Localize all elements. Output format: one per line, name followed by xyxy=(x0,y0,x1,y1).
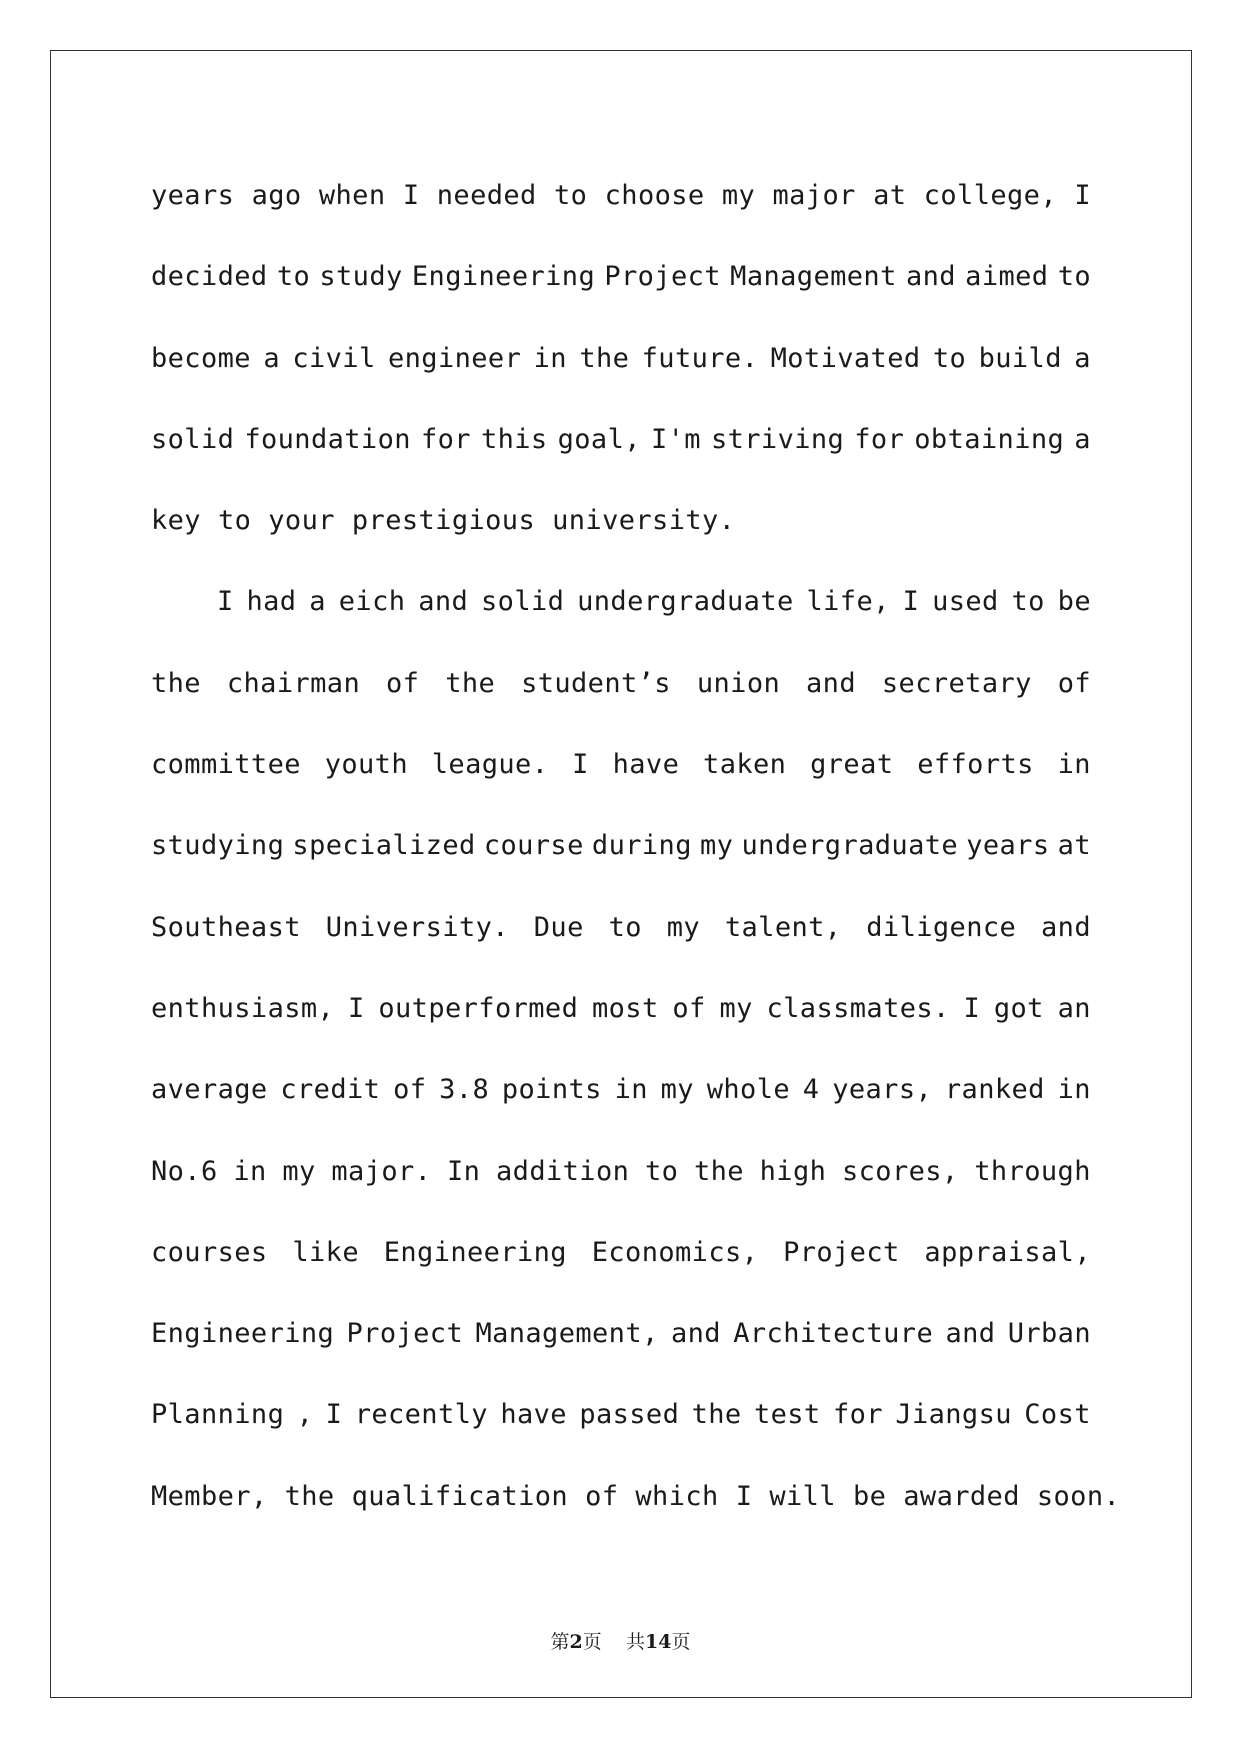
footer-page-number: 2 xyxy=(569,1631,583,1653)
word: I xyxy=(963,992,981,1024)
word: addition xyxy=(496,1155,630,1187)
word: I'm xyxy=(650,423,701,455)
word: Management xyxy=(730,261,897,293)
text-line xyxy=(151,1456,1121,1537)
word: in xyxy=(614,1074,648,1106)
word: Architecture xyxy=(733,1318,934,1350)
word: Member, xyxy=(151,1480,268,1512)
text-line xyxy=(151,724,1091,805)
word: ranked xyxy=(944,1074,1045,1106)
word: 3.8 xyxy=(439,1074,490,1106)
word: major xyxy=(772,180,856,211)
word: secretary xyxy=(881,667,1032,699)
text-line xyxy=(151,318,1091,399)
word: a xyxy=(1074,423,1091,455)
word: years xyxy=(151,180,235,211)
word: solid xyxy=(481,586,565,618)
word: specialized xyxy=(292,830,476,862)
word: I xyxy=(217,586,234,618)
footer-total-pages: 14 xyxy=(644,1631,672,1653)
word: whole xyxy=(706,1074,791,1106)
word: to xyxy=(1057,261,1091,293)
text-line xyxy=(151,480,1091,561)
word: diligence xyxy=(866,911,1017,943)
footer-page-label: 页 xyxy=(582,1631,602,1653)
word: be xyxy=(1057,586,1091,618)
word: Motivated xyxy=(770,342,921,374)
word: union xyxy=(696,667,781,699)
word: average xyxy=(151,1074,268,1106)
word: will xyxy=(769,1480,836,1512)
word: Project xyxy=(346,1318,464,1350)
word: of xyxy=(672,992,706,1024)
word: course xyxy=(483,830,584,862)
word: I xyxy=(402,180,420,211)
word: I xyxy=(735,1480,753,1512)
word: the xyxy=(693,1155,744,1187)
word: engineer xyxy=(388,342,522,374)
word: of xyxy=(585,1480,619,1512)
word: for xyxy=(854,423,905,455)
word: scores, xyxy=(841,1155,959,1187)
word: in xyxy=(533,342,567,374)
word: awarded xyxy=(903,1480,1020,1512)
word: needed xyxy=(436,180,537,211)
word: my xyxy=(282,1155,316,1187)
word: Due xyxy=(533,911,584,943)
word: become xyxy=(151,342,251,374)
word: Economics, xyxy=(591,1236,759,1268)
word: I xyxy=(902,586,920,618)
word: ago xyxy=(251,180,302,211)
footer-prefix: 第 xyxy=(550,1631,570,1653)
word: for xyxy=(832,1399,883,1431)
word: points xyxy=(501,1074,602,1106)
word: I xyxy=(347,992,365,1024)
word: my xyxy=(660,1074,694,1106)
text-line xyxy=(151,643,1091,724)
paragraph xyxy=(151,155,1091,561)
word: used xyxy=(932,586,999,618)
word: foundation xyxy=(244,423,411,455)
word: through xyxy=(974,1155,1091,1187)
word: youth xyxy=(324,749,408,781)
word: appraisal, xyxy=(924,1236,1091,1268)
word: solid xyxy=(151,423,235,455)
word: Management, xyxy=(475,1318,659,1350)
text-line xyxy=(151,805,1091,886)
word: life, xyxy=(806,586,890,618)
word: the xyxy=(691,1399,742,1431)
word: like xyxy=(292,1236,359,1268)
text-line xyxy=(151,887,1091,968)
word: qualification xyxy=(351,1480,569,1512)
word: study xyxy=(319,261,403,293)
word: Southeast xyxy=(151,911,301,943)
word: during xyxy=(591,830,692,862)
word: striving xyxy=(710,423,845,455)
word: university. xyxy=(552,505,736,537)
word: in xyxy=(1057,749,1091,781)
word: a xyxy=(309,586,326,618)
word: committee xyxy=(151,749,301,781)
word: this xyxy=(480,423,548,455)
word: taken xyxy=(703,749,787,781)
paragraph xyxy=(151,561,1121,1537)
word: civil xyxy=(292,342,376,374)
word: league. xyxy=(431,749,549,781)
word: which xyxy=(635,1480,719,1512)
word: talent, xyxy=(724,911,842,943)
text-line xyxy=(151,968,1091,1049)
word: a xyxy=(1074,342,1091,374)
word: obtaining xyxy=(914,423,1065,455)
word: credit xyxy=(280,1074,381,1106)
word: courses xyxy=(151,1236,268,1268)
word: choose xyxy=(604,180,705,211)
word: to xyxy=(554,180,588,211)
word: passed xyxy=(579,1399,680,1431)
word: my xyxy=(666,911,701,943)
word: chairman xyxy=(226,667,361,699)
word: great xyxy=(810,749,894,781)
word: an xyxy=(1057,992,1091,1024)
word: at xyxy=(873,180,907,211)
text-line xyxy=(151,1212,1091,1293)
word: Engineering xyxy=(151,1318,335,1350)
word: I xyxy=(1074,180,1091,211)
word: had xyxy=(246,586,297,618)
word: to xyxy=(217,505,252,537)
word: future. xyxy=(641,342,759,374)
footer-total-label: 页 xyxy=(671,1631,691,1653)
word: in xyxy=(1057,1074,1091,1106)
document-body xyxy=(151,155,1121,1537)
word: my xyxy=(721,180,756,211)
word: efforts xyxy=(917,749,1034,781)
word: Planning xyxy=(151,1399,285,1431)
word: key xyxy=(151,505,201,537)
word: and xyxy=(905,261,956,293)
word: University. xyxy=(325,911,509,943)
word: got xyxy=(993,992,1044,1024)
text-line xyxy=(151,1049,1091,1130)
text-line xyxy=(151,1293,1091,1374)
text-line xyxy=(151,155,1091,236)
word: and xyxy=(1041,911,1091,943)
word: undergraduate xyxy=(577,586,794,618)
word: most xyxy=(592,992,659,1024)
word: Project xyxy=(783,1236,900,1268)
word: student’s xyxy=(521,667,671,699)
word: to xyxy=(644,1155,679,1187)
word: my xyxy=(700,830,734,862)
word: soon. xyxy=(1036,1480,1121,1512)
word: and xyxy=(806,667,856,699)
word: outperformed xyxy=(378,992,579,1024)
word: , xyxy=(296,1399,314,1431)
word: a xyxy=(263,342,280,374)
word: your xyxy=(268,505,335,537)
word: test xyxy=(753,1399,821,1431)
word: my xyxy=(719,992,753,1024)
word: and xyxy=(945,1318,996,1350)
page-footer xyxy=(0,1627,1241,1654)
word: I xyxy=(572,749,589,781)
word: undergraduate xyxy=(741,830,959,862)
text-line xyxy=(151,399,1091,480)
word: Project xyxy=(604,261,721,293)
footer-total-prefix: 共 xyxy=(625,1631,645,1653)
word: in xyxy=(233,1155,267,1187)
word: aimed xyxy=(965,261,1049,293)
word: of xyxy=(1057,667,1091,699)
word: to xyxy=(276,261,311,293)
word: have xyxy=(500,1399,567,1431)
word: of xyxy=(393,1074,427,1106)
word: have xyxy=(612,749,680,781)
word: enthusiasm, xyxy=(151,992,335,1024)
word: I xyxy=(325,1399,343,1431)
word: the xyxy=(445,667,496,699)
word: years, xyxy=(832,1074,933,1106)
text-line xyxy=(151,1131,1091,1212)
word: Engineering xyxy=(411,261,596,293)
word: and xyxy=(418,586,469,618)
word: years xyxy=(966,830,1050,862)
word: the xyxy=(579,342,630,374)
word: be xyxy=(852,1480,887,1512)
word: In xyxy=(447,1155,481,1187)
word: major. xyxy=(331,1155,432,1187)
text-line xyxy=(151,1374,1091,1455)
word: Cost xyxy=(1024,1399,1091,1431)
word: to xyxy=(608,911,642,943)
word: of xyxy=(386,667,420,699)
text-line xyxy=(151,236,1091,317)
word: 4 xyxy=(802,1074,820,1106)
word: decided xyxy=(151,261,268,293)
word: the xyxy=(284,1480,335,1512)
word: the xyxy=(151,667,201,699)
word: for xyxy=(420,423,471,455)
word: to xyxy=(1011,586,1045,618)
word: classmates. xyxy=(766,992,950,1024)
word: to xyxy=(932,342,967,374)
word: studying xyxy=(151,830,285,862)
word: prestigious xyxy=(351,505,536,537)
word: and xyxy=(670,1318,721,1350)
word: recently xyxy=(354,1399,488,1431)
word: high xyxy=(759,1155,827,1187)
word: at xyxy=(1057,830,1091,862)
word: Urban xyxy=(1007,1318,1091,1350)
word: No.6 xyxy=(151,1155,218,1187)
word: Jiangsu xyxy=(895,1399,1012,1431)
text-line xyxy=(151,561,1091,642)
word: build xyxy=(978,342,1062,374)
word: college, xyxy=(923,180,1057,211)
word: Engineering xyxy=(383,1236,567,1268)
word: when xyxy=(318,180,386,211)
word: goal, xyxy=(557,423,641,455)
word: eich xyxy=(338,586,406,618)
